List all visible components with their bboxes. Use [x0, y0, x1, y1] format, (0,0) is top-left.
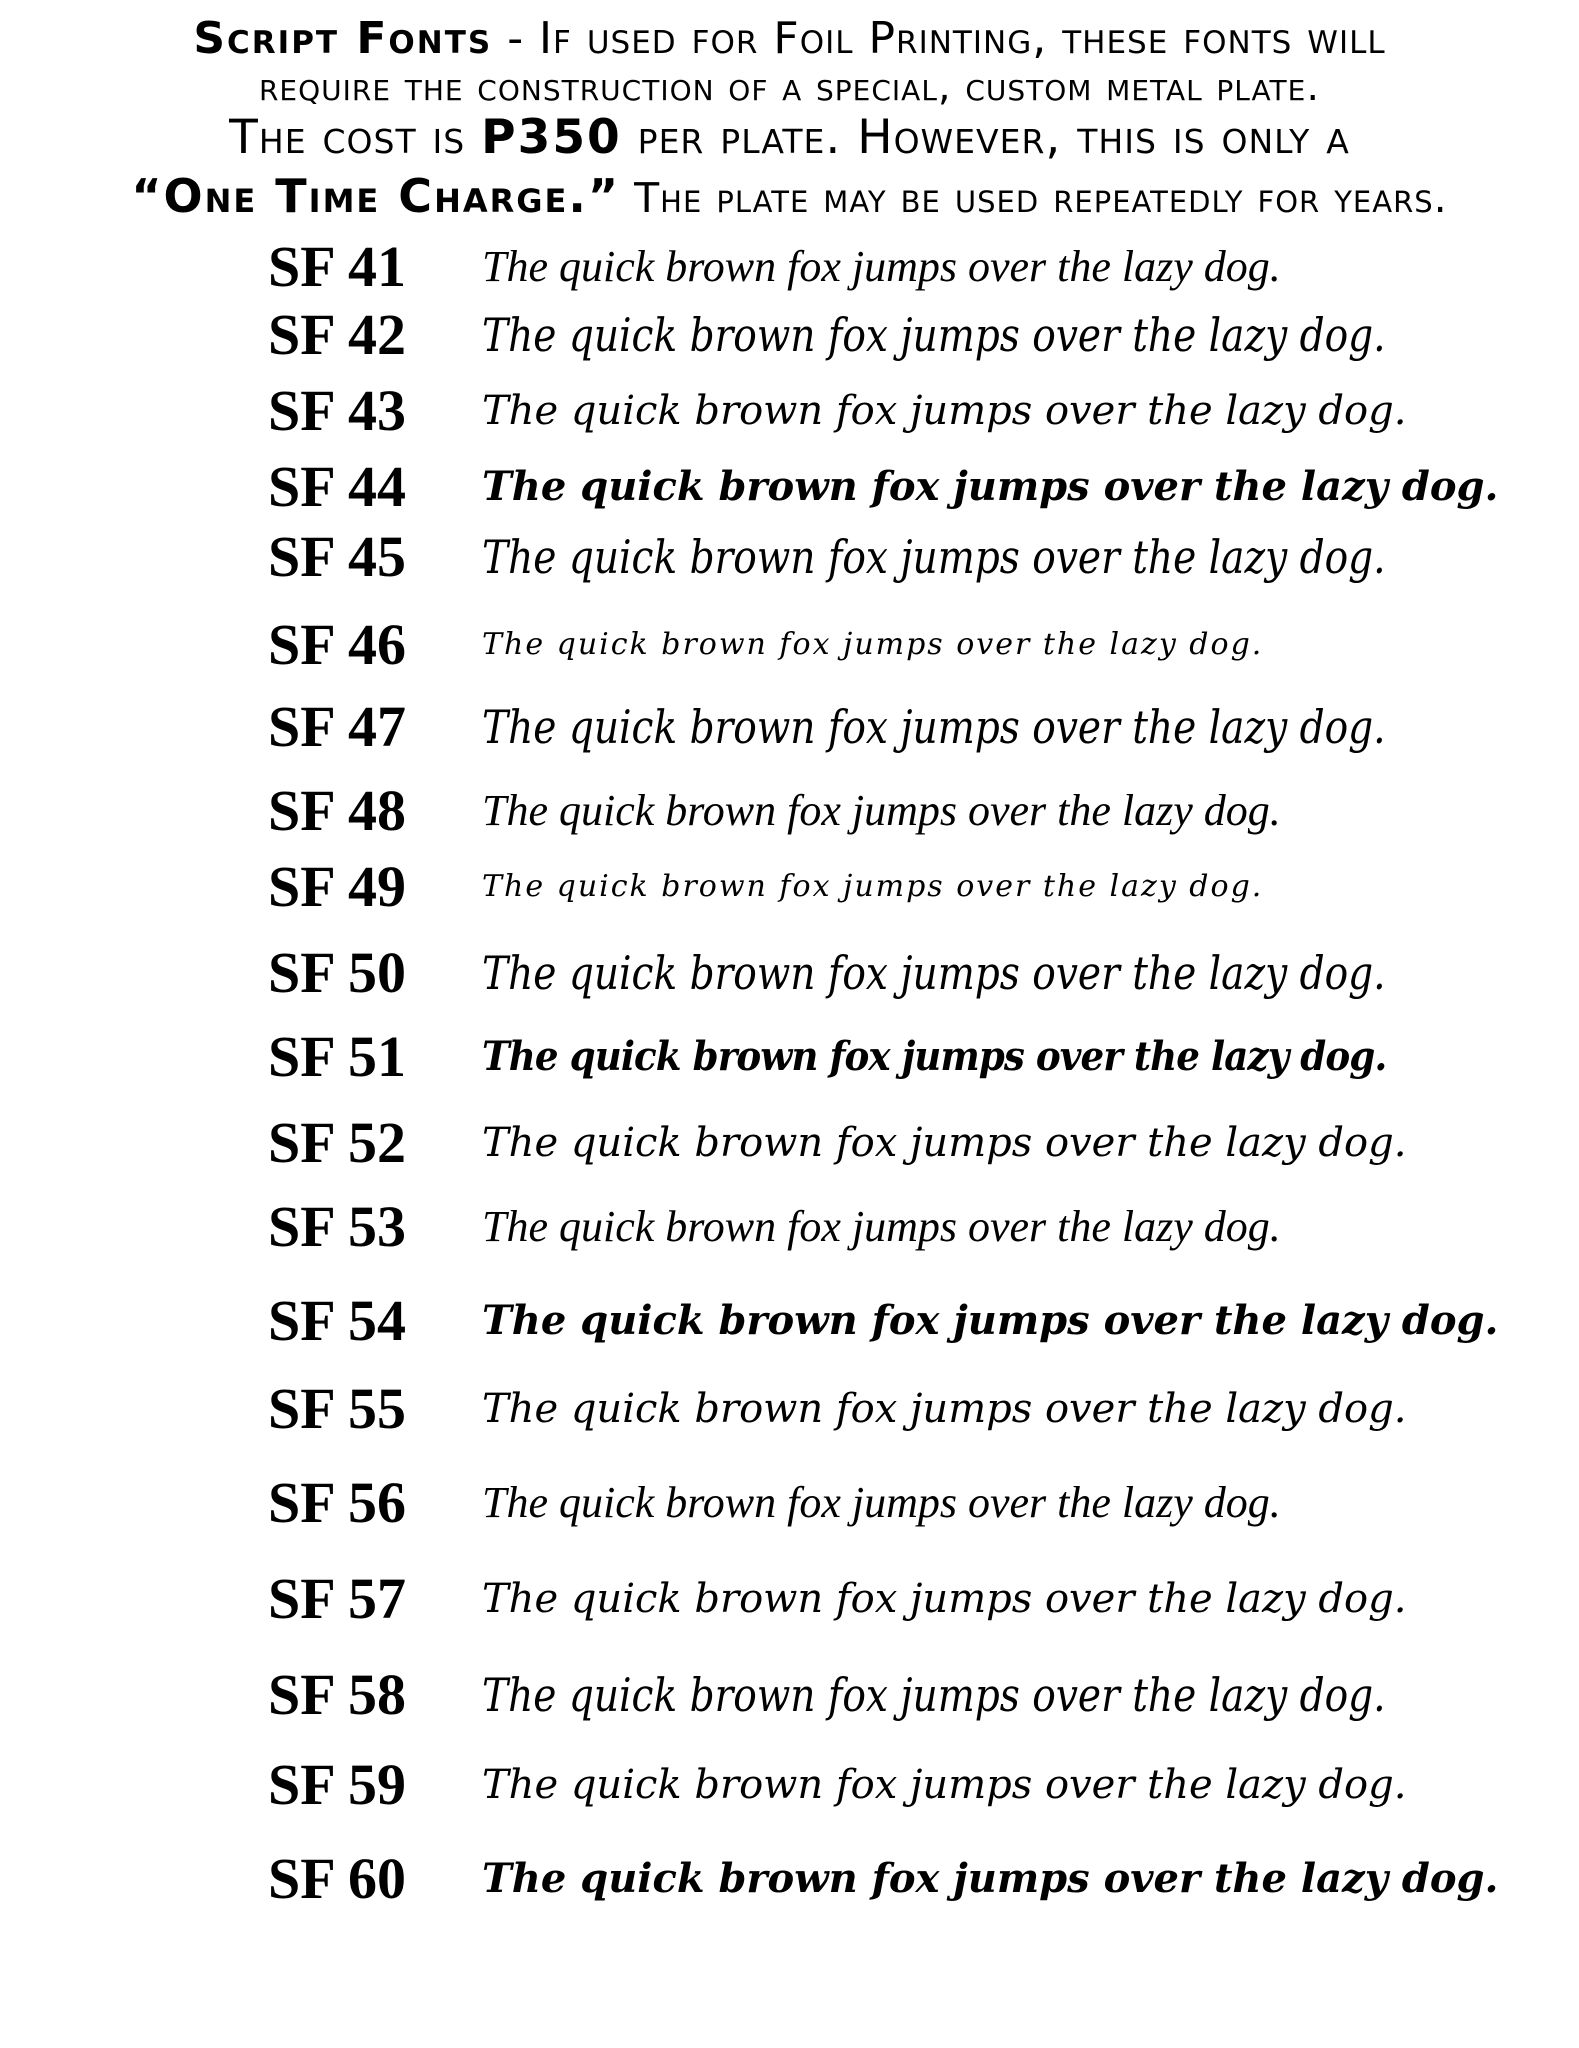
font-code: SF 54	[268, 1288, 407, 1353]
font-sample-text: The quick brown fox jumps over the lazy dog.	[482, 1668, 1386, 1722]
font-code: SF 53	[268, 1194, 407, 1259]
font-sample-text: The quick brown fox jumps over the lazy dog.	[482, 530, 1386, 584]
font-code: SF 46	[268, 612, 407, 677]
font-sample-text: The quick brown fox jumps over the lazy dog.	[482, 463, 1499, 510]
font-sample-text: The quick brown fox jumps over the lazy dog.	[482, 869, 1264, 904]
header-line-3-text-a: The cost is	[229, 110, 482, 165]
font-sample-row	[0, 852, 1579, 932]
font-sample-text: The quick brown fox jumps over the lazy dog.	[482, 1478, 1281, 1527]
font-code: SF 52	[268, 1110, 407, 1175]
font-sample-text: The quick brown fox jumps over the lazy dog.	[482, 1033, 1387, 1080]
font-code: SF 57	[268, 1566, 407, 1631]
header-line-3	[0, 110, 1579, 166]
font-code: SF 41	[268, 234, 407, 299]
font-sample-row	[0, 1022, 1579, 1102]
font-code: SF 60	[268, 1846, 407, 1911]
font-sample-text: The quick brown fox jumps over the lazy dog.	[482, 1855, 1499, 1902]
font-sample-row	[0, 938, 1579, 1018]
font-sample-row	[0, 1286, 1579, 1366]
header-line-1	[0, 14, 1579, 64]
header-title: Script Fonts	[193, 13, 493, 64]
font-sample-row	[0, 1192, 1579, 1272]
font-sample-row	[0, 692, 1579, 772]
header-line-1-text: - If used for Foil Printing, these fonts will	[492, 13, 1386, 64]
font-sample-text: The quick brown fox jumps over the lazy dog.	[482, 786, 1281, 835]
font-code: SF 44	[268, 454, 407, 519]
font-sample-row	[0, 1108, 1579, 1188]
font-sample-row	[0, 610, 1579, 690]
plate-price: P350	[481, 110, 622, 165]
font-sample-text: The quick brown fox jumps over the lazy dog.	[482, 700, 1386, 754]
page-header	[0, 14, 1579, 228]
header-line-4-text: The plate may be used repeatedly for years.	[620, 174, 1448, 222]
font-sample-row	[0, 522, 1579, 602]
font-sample-text: The quick brown fox jumps over the lazy dog.	[482, 242, 1281, 291]
font-code: SF 43	[268, 378, 407, 443]
font-sample-text: The quick brown fox jumps over the lazy dog.	[482, 1576, 1407, 1622]
font-sample-row	[0, 1468, 1579, 1548]
font-code: SF 51	[268, 1024, 407, 1089]
font-code: SF 49	[268, 854, 407, 919]
font-code: SF 50	[268, 940, 407, 1005]
font-code: SF 47	[268, 694, 407, 759]
font-sample-text: The quick brown fox jumps over the lazy dog.	[482, 1297, 1499, 1344]
font-sample-text: The quick brown fox jumps over the lazy dog.	[482, 388, 1407, 434]
header-line-2: require the construction of a special, custom metal plate.	[258, 64, 1321, 110]
header-line-4	[0, 166, 1579, 228]
header-line-3-text-b: per plate. However, this is only a	[621, 110, 1350, 165]
font-code: SF 48	[268, 778, 407, 843]
font-sample-row	[0, 776, 1579, 856]
one-time-charge-note: “One Time Charge.”	[131, 169, 621, 223]
font-sample-row	[0, 1660, 1579, 1740]
font-sample-row	[0, 1844, 1579, 1924]
font-code: SF 59	[268, 1752, 407, 1817]
font-sample-row	[0, 376, 1579, 456]
font-code: SF 55	[268, 1376, 407, 1441]
font-sample-row	[0, 1564, 1579, 1644]
font-sample-text: The quick brown fox jumps over the lazy dog.	[482, 1120, 1407, 1166]
font-sample-text: The quick brown fox jumps over the lazy dog.	[482, 946, 1386, 1000]
font-sample-text: The quick brown fox jumps over the lazy dog.	[482, 308, 1386, 362]
font-sample-text: The quick brown fox jumps over the lazy dog.	[482, 1202, 1281, 1251]
font-sample-row	[0, 1374, 1579, 1454]
font-code: SF 58	[268, 1662, 407, 1727]
font-sample-row	[0, 452, 1579, 532]
font-code: SF 42	[268, 302, 407, 367]
font-code: SF 56	[268, 1470, 407, 1535]
font-code: SF 45	[268, 524, 407, 589]
font-sample-text: The quick brown fox jumps over the lazy dog.	[482, 1386, 1407, 1432]
font-sample-row	[0, 1750, 1579, 1830]
font-sample-text: The quick brown fox jumps over the lazy dog.	[482, 1762, 1407, 1808]
font-sample-row	[0, 300, 1579, 380]
font-sample-text: The quick brown fox jumps over the lazy dog.	[482, 627, 1264, 662]
